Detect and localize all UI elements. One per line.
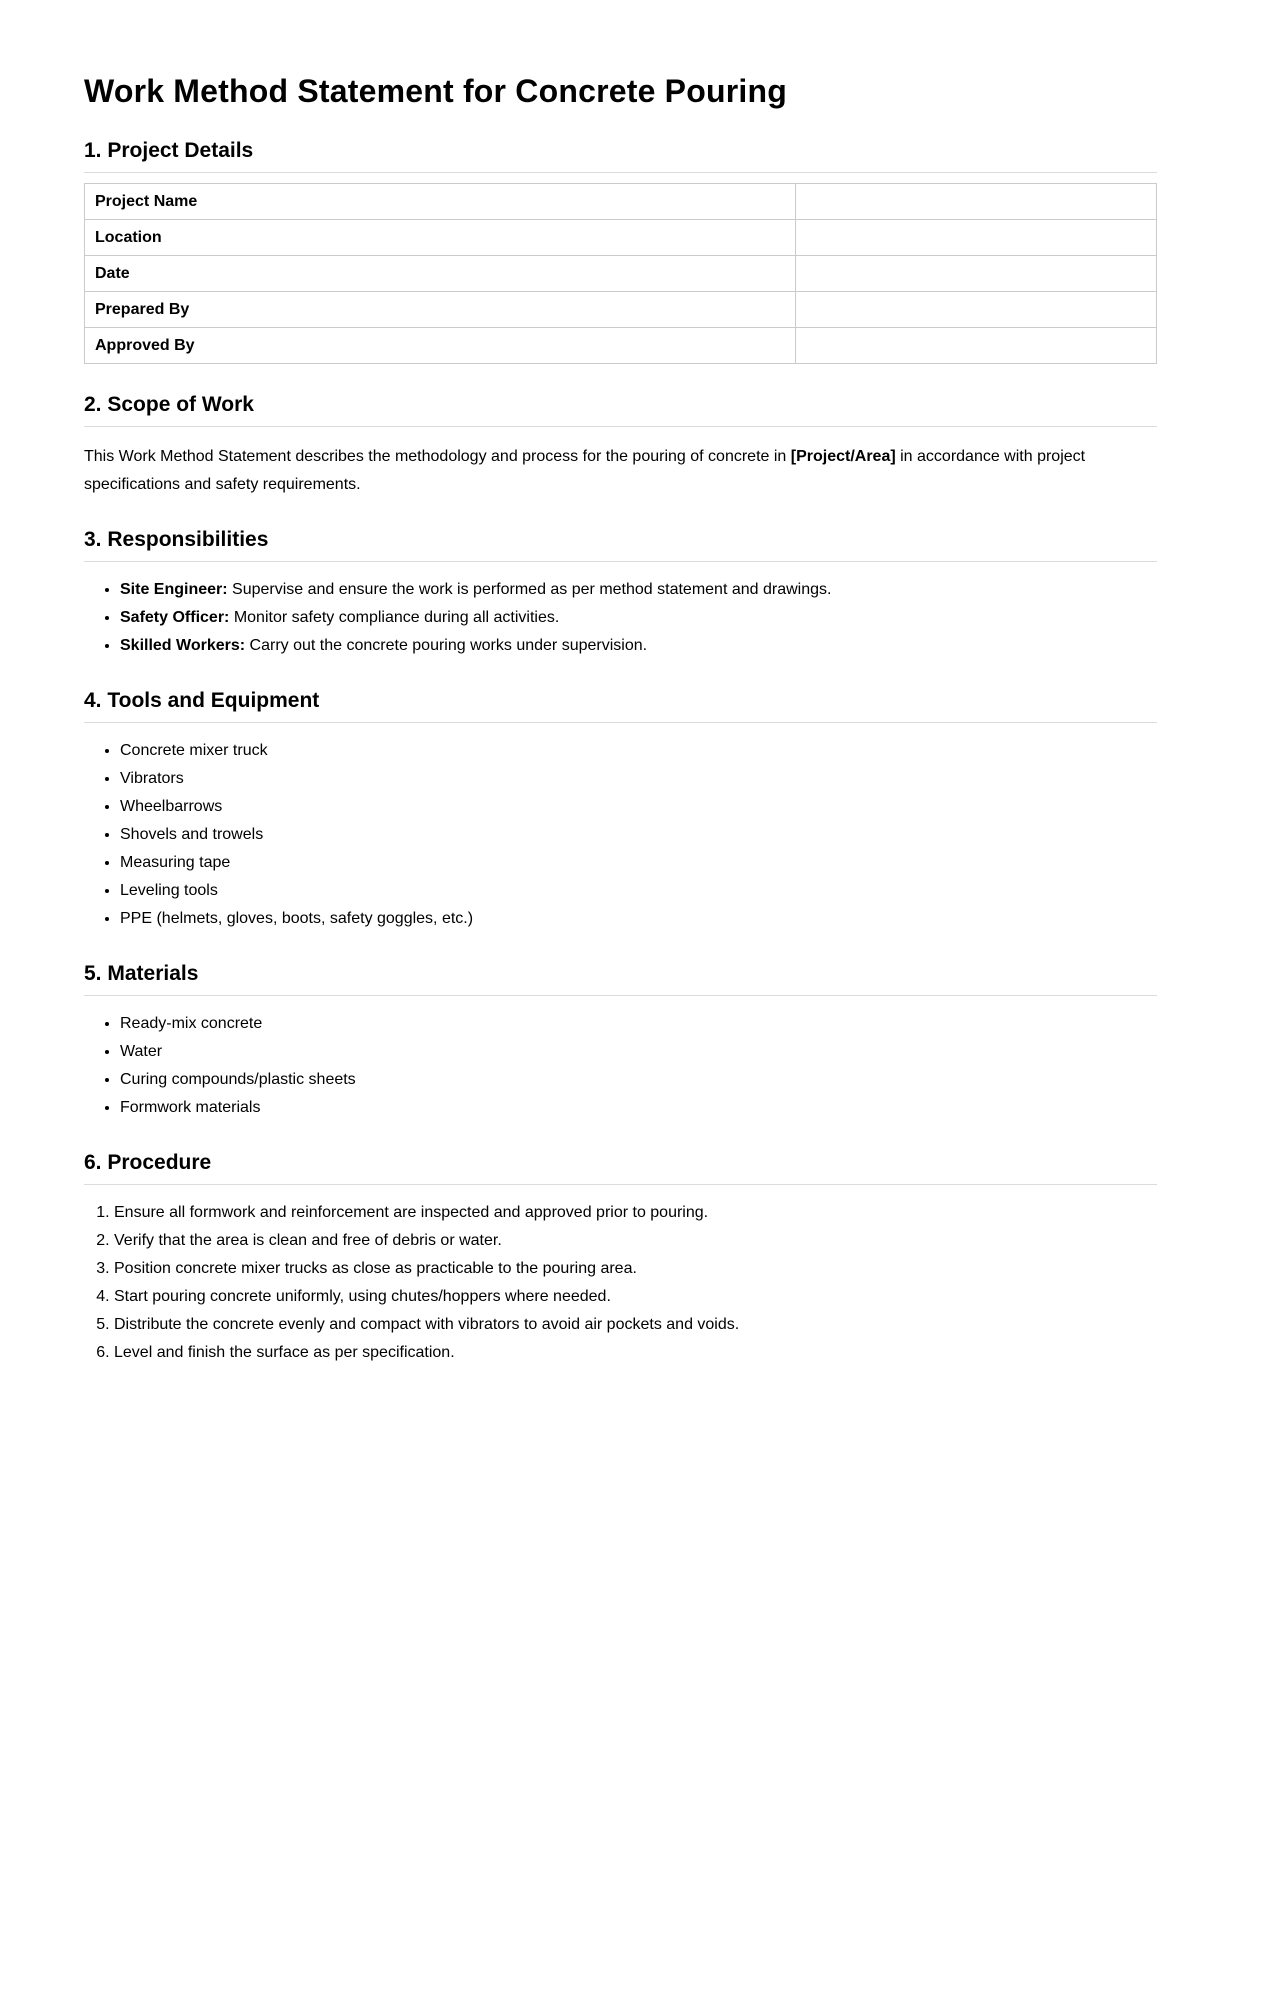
role-description: Carry out the concrete pouring works under supervision. <box>245 637 648 655</box>
procedure-step: 3. Position concrete mixer trucks as close as practicable to the pouring area. <box>114 1255 1157 1283</box>
list-item-safety-officer <box>120 604 1157 632</box>
section-scope-of-work <box>84 392 1157 499</box>
list-item: • Shovels and trowels <box>120 821 1157 849</box>
procedure-step: 4. Start pouring concrete uniformly, using chutes/hoppers where needed. <box>114 1283 1157 1311</box>
project-details-table <box>84 183 1157 364</box>
scope-paragraph <box>84 443 1157 499</box>
list-item: • Ready-mix concrete <box>120 1010 1157 1038</box>
document-title: Work Method Statement for Concrete Pouring <box>84 73 787 109</box>
scope-text-before: This Work Method Statement describes the methodology and process for the pouring of concrete in <box>84 448 791 466</box>
section-tools-and-equipment <box>84 688 1157 933</box>
row-label-prepared-by: Prepared By <box>85 292 796 328</box>
list-item: • Wheelbarrows <box>120 793 1157 821</box>
table-row <box>85 328 1157 364</box>
section-heading-materials: 5. Materials <box>84 961 1157 996</box>
role-description: Supervise and ensure the work is performed as per method statement and drawings. <box>227 581 832 599</box>
section-materials <box>84 961 1157 1122</box>
responsibilities-list <box>84 576 1157 660</box>
role-description: Monitor safety compliance during all activities. <box>229 609 560 627</box>
row-value-date <box>796 256 1157 292</box>
section-heading-procedure: 6. Procedure <box>84 1150 1157 1185</box>
role-label: Skilled Workers: <box>120 637 246 655</box>
role-label: Safety Officer: <box>120 609 230 627</box>
row-value-project-name <box>796 184 1157 220</box>
procedure-step: 6. Level and finish the surface as per specification. <box>114 1339 1157 1367</box>
table-row <box>85 184 1157 220</box>
section-project-details <box>84 138 1157 364</box>
list-item: • Formwork materials <box>120 1094 1157 1122</box>
table-row <box>85 292 1157 328</box>
tools-list <box>84 737 1157 933</box>
table-row <box>85 256 1157 292</box>
list-item: • Water <box>120 1038 1157 1066</box>
section-heading-responsibilities: 3. Responsibilities <box>84 527 1157 562</box>
procedure-step: 5. Distribute the concrete evenly and compact with vibrators to avoid air pockets and voids. <box>114 1311 1157 1339</box>
list-item-skilled-workers <box>120 632 1157 660</box>
list-item: • PPE (helmets, gloves, boots, safety goggles, etc.) <box>120 905 1157 933</box>
section-heading-scope-of-work: 2. Scope of Work <box>84 392 1157 427</box>
procedure-step: 2. Verify that the area is clean and free of debris or water. <box>114 1227 1157 1255</box>
row-value-location <box>796 220 1157 256</box>
list-item: • Concrete mixer truck <box>120 737 1157 765</box>
row-value-approved-by <box>796 328 1157 364</box>
procedure-list <box>84 1199 1157 1367</box>
role-label: Site Engineer: <box>120 581 228 599</box>
row-value-prepared-by <box>796 292 1157 328</box>
list-item: • Vibrators <box>120 765 1157 793</box>
row-label-project-name: Project Name <box>85 184 796 220</box>
row-label-location: Location <box>85 220 796 256</box>
document <box>84 72 1157 1367</box>
procedure-step: 1. Ensure all formwork and reinforcement are inspected and approved prior to pouring. <box>114 1199 1157 1227</box>
list-item: • Leveling tools <box>120 877 1157 905</box>
scope-placeholder-highlight: [Project/Area] <box>790 448 896 466</box>
section-heading-tools-and-equipment: 4. Tools and Equipment <box>84 688 1157 723</box>
list-item: • Measuring tape <box>120 849 1157 877</box>
scope-text-after: in accordance with project specifications and safety requirements. <box>84 448 1086 494</box>
list-item: • Curing compounds/plastic sheets <box>120 1066 1157 1094</box>
materials-list <box>84 1010 1157 1122</box>
section-heading-project-details: 1. Project Details <box>84 138 1157 173</box>
row-label-approved-by: Approved By <box>85 328 796 364</box>
list-item-site-engineer <box>120 576 1157 604</box>
section-procedure <box>84 1150 1157 1367</box>
row-label-date: Date <box>85 256 796 292</box>
table-row <box>85 220 1157 256</box>
section-responsibilities <box>84 527 1157 660</box>
